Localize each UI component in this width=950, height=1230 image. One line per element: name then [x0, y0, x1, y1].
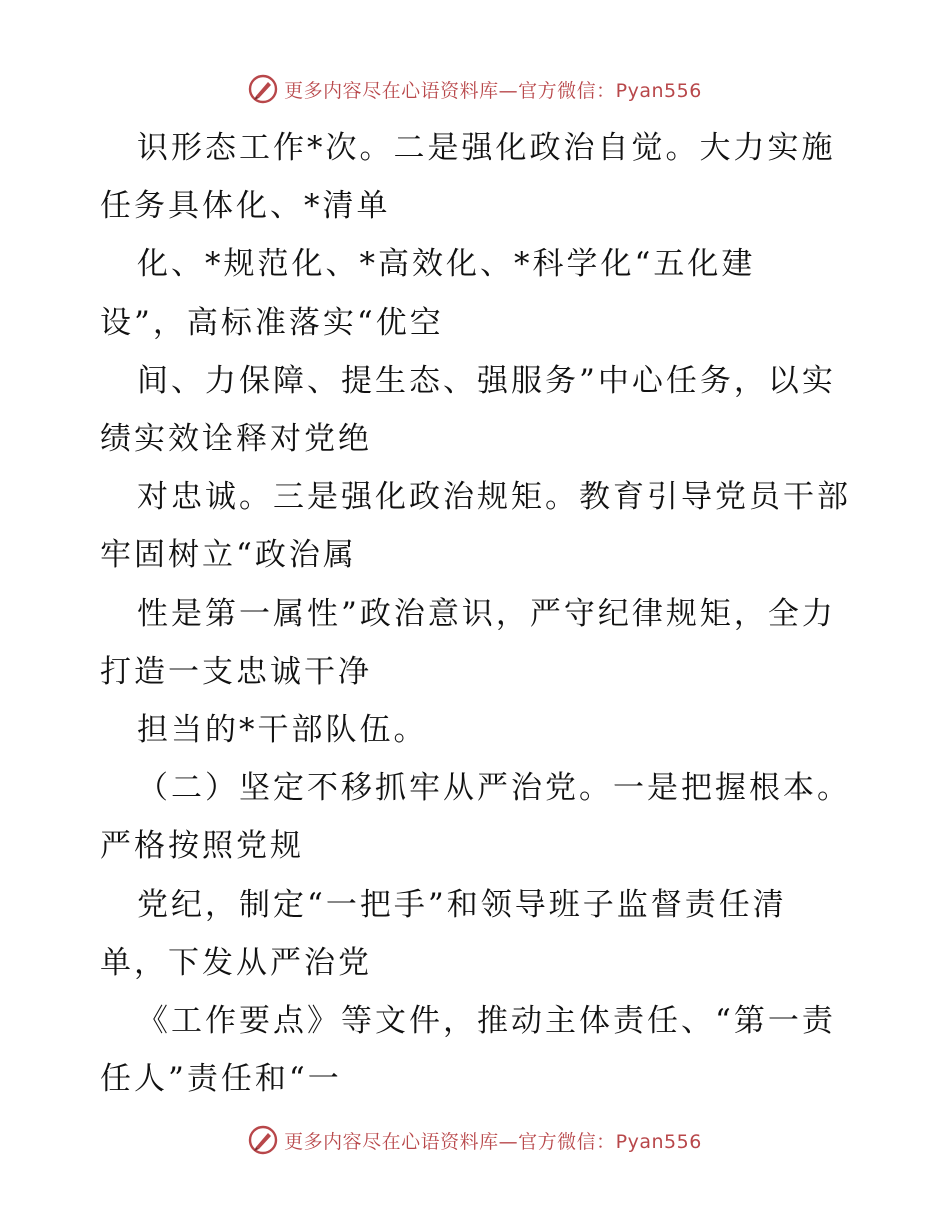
header-watermark — [0, 74, 950, 104]
body-text-line: 间、力保障、提生态、强服务”中心任务，以实 — [137, 362, 836, 399]
footer-watermark — [0, 1125, 950, 1155]
body-text-line: 性是第一属性”政治意识，严守纪律规矩，全力 — [137, 595, 836, 632]
watermark-text: 更多内容尽在心语资料库—官方微信：Pyan556 — [284, 1130, 702, 1153]
body-text-line: 绩实效诠释对党绝 — [100, 421, 372, 457]
body-text-line: （二）坚定不移抓牢从严治党。一是把握根本。 — [137, 770, 851, 807]
body-text-line: 担当的*干部队伍。 — [137, 712, 428, 748]
body-text-line: 严格按照党规 — [100, 828, 304, 865]
body-text-line: 任务具体化、*清单 — [100, 188, 391, 225]
quill-logo-icon — [248, 74, 278, 104]
body-text-line: 识形态工作*次。二是强化政治自觉。大力实施 — [137, 130, 836, 166]
body-text-line: 设”，高标准落实“优空 — [100, 304, 444, 341]
body-text-line: 任人”责任和“一 — [100, 1061, 342, 1098]
watermark-text: 更多内容尽在心语资料库—官方微信：Pyan556 — [284, 79, 702, 102]
body-text-line: 牢固树立“政治属 — [100, 537, 357, 574]
body-text-line: 打造一支忠诚干净 — [100, 653, 372, 690]
body-text-line: 对忠诚。三是强化政治规矩。教育引导党员干部 — [137, 479, 851, 516]
body-text-line: 党纪，制定“一把手”和领导班子监督责任清 — [137, 886, 787, 923]
body-text-line: 单，下发从严治党 — [100, 944, 372, 981]
body-text-line: 《工作要点》等文件，推动主体责任、“第一责 — [137, 1003, 836, 1039]
quill-logo-icon — [248, 1125, 278, 1155]
body-text-line: 化、*规范化、*高效化、*科学化“五化建 — [137, 246, 756, 283]
